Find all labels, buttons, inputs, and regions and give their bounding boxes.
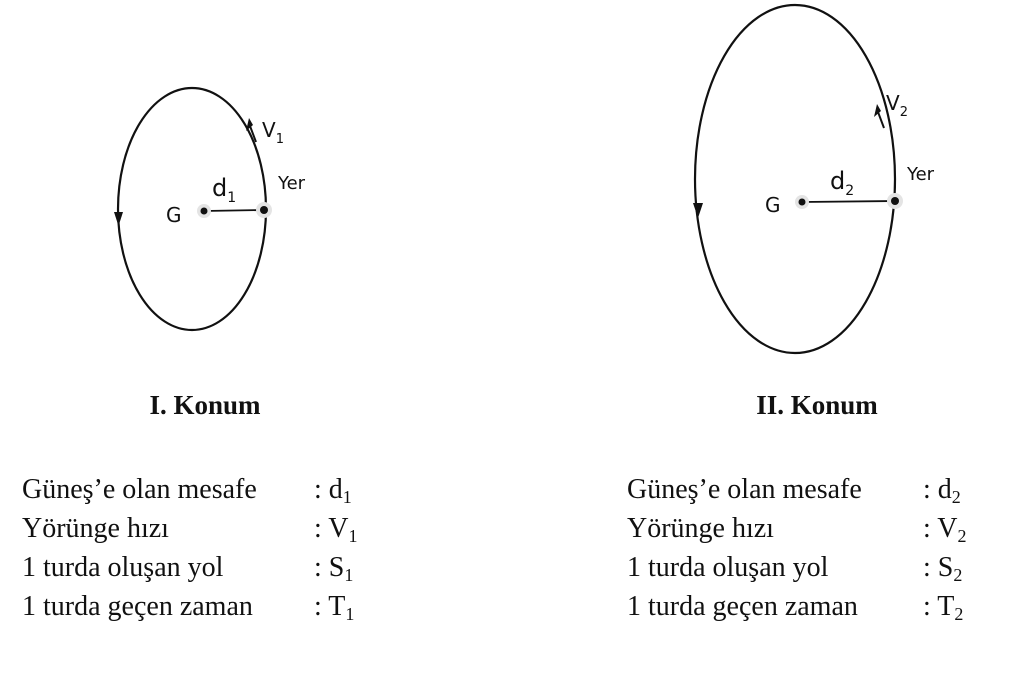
property-label: Güneş’e olan mesafe [627,474,862,505]
sun-1-dot [201,208,208,215]
property-row [22,470,382,509]
position-2-title: II. Konum [756,390,878,420]
property-value: : $V_2$ [923,513,967,546]
orbit-2-ellipse [695,5,895,353]
property-label: Yörünge hızı [627,513,774,544]
property-value: : $V_1$ [314,513,358,546]
property-label: 1 turda geçen zaman [22,591,253,622]
sun-2-label: G [765,193,781,217]
property-label: 1 turda geçen zaman [627,591,858,622]
velocity-2-arrow-line [878,112,884,128]
velocity-1-label: $V_1$ [262,118,284,147]
property-label: 1 turda oluşan yol [627,552,829,583]
property-row [627,470,997,509]
property-value: : $S_2$ [923,552,963,585]
distance-1-label: $d_1$ [212,174,237,206]
property-row [22,587,382,626]
property-value: : $S_1$ [314,552,354,585]
property-value: : $d_1$ [314,474,352,507]
distance-2-line [802,201,895,202]
orbit-1-group [114,88,306,330]
sun-2-dot [799,199,806,206]
property-row [22,509,382,548]
velocity-2-label: $V_2$ [886,91,908,120]
property-label: 1 turda oluşan yol [22,552,224,583]
property-row [22,548,382,587]
sun-1-label: G [166,203,182,227]
earth-1-dot [260,206,268,214]
position-2-properties [627,470,997,626]
property-value: : $d_2$ [923,474,961,507]
earth-2-dot [891,197,899,205]
property-label: Güneş’e olan mesafe [22,474,257,505]
property-value: : $T_1$ [314,591,355,624]
property-row [627,509,997,548]
distance-2-label: $d_2$ [830,167,855,199]
orbit-2-direction-arrow-icon [693,203,703,218]
orbit-2-group [693,5,935,353]
property-row [627,587,997,626]
earth-2-label: Yer [907,164,935,185]
earth-1-label: Yer [278,173,306,194]
orbit-1-ellipse [118,88,266,330]
position-1-title: I. Konum [149,390,261,420]
property-row [627,548,997,587]
property-value: : $T_2$ [923,591,964,624]
property-label: Yörünge hızı [22,513,169,544]
position-1-properties [22,470,382,626]
orbit-1-direction-arrow-icon [114,212,123,226]
distance-1-line [204,210,264,211]
